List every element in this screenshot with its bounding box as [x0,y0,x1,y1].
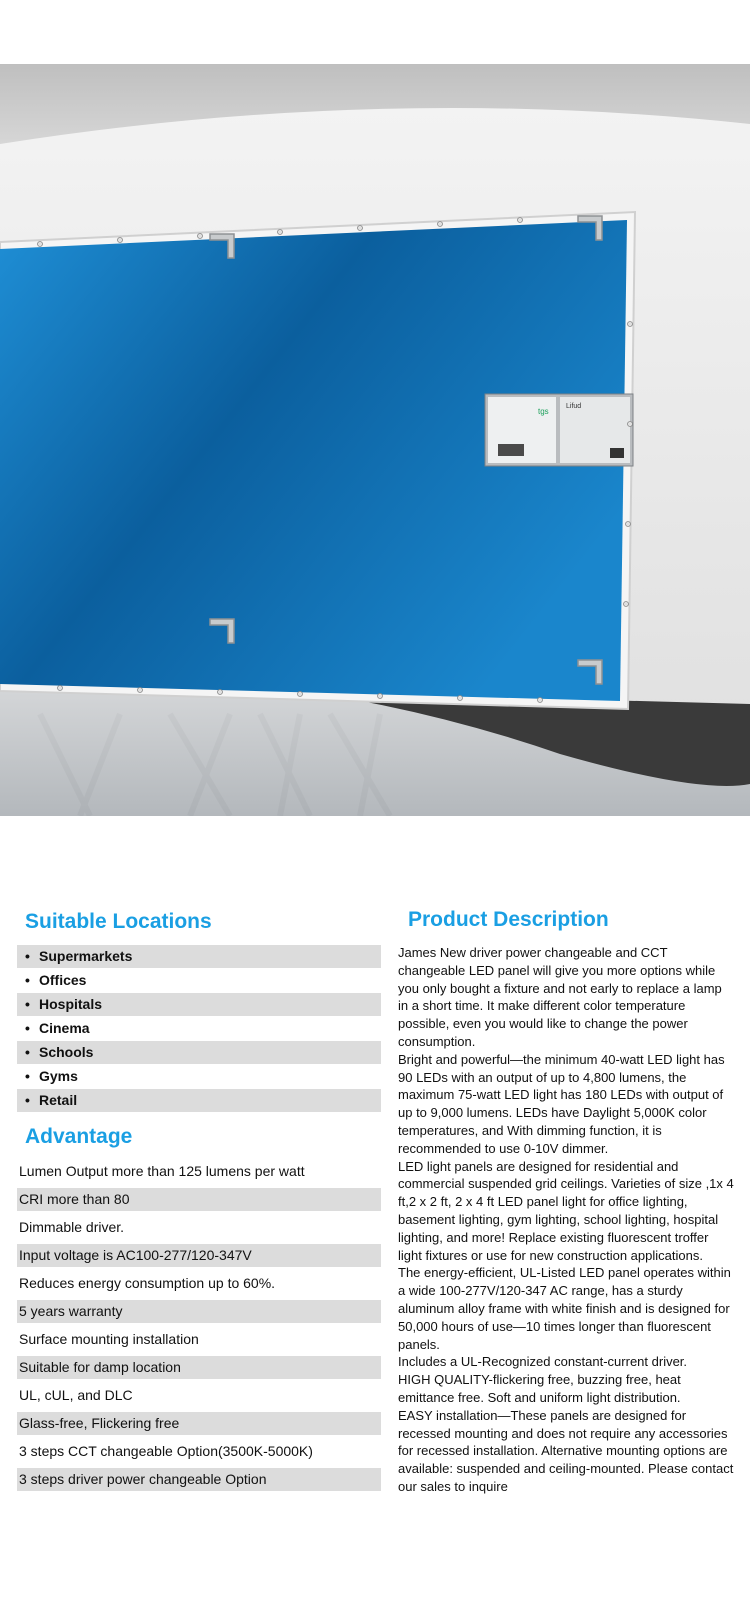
list-item: CRI more than 80 [17,1188,381,1211]
list-item: Lumen Output more than 125 lumens per watt [19,1163,305,1179]
locations-list [17,945,381,1113]
list-item: • Offices [25,972,87,988]
location-label: Schools [39,1044,94,1060]
location-label: Cinema [39,1020,90,1036]
locations-title: Suitable Locations [25,910,212,933]
list-item: • Cinema [25,1020,90,1036]
driver-logo-label: tgs [538,407,549,416]
list-item: Glass-free, Flickering free [17,1412,381,1435]
led-panel-illustration [0,64,750,816]
location-label: Gyms [39,1068,78,1084]
list-item: Suitable for damp location [17,1356,381,1379]
list-item: 5 years warranty [17,1300,381,1323]
driver-brand-label: Lifud [566,403,582,410]
location-label: Supermarkets [39,948,133,964]
product-description [398,944,734,1496]
advantage-list [17,1160,381,1496]
list-item: • Gyms [25,1068,78,1084]
list-item: • Hospitals [17,993,381,1016]
list-item: 3 steps CCT changeable Option(3500K-5000K) [19,1443,313,1459]
location-label: Retail [39,1092,78,1108]
description-title: Product Description [408,908,609,931]
location-label: Hospitals [39,996,103,1012]
description-paragraph: Bright and powerful—the minimum 40-watt LED light has 90 LEDs with an output of up to 4,800 lumens, the maximum 75-watt LED light has 180 LEDs with output of up to 9,000 lumens. LEDs have Daylight 5,000K color temperatures, and With dimming function, it is recommended to use 0-10V dimmer. [398,1051,725,1156]
description-paragraph: EASY installation—These panels are designed for recessed mounting and does not require any accessories for recessed installation. Alternative mounting options are available: suspended and ceiling-mounted. Please contact our sales to inquire [398,1407,734,1494]
list-item: Input voltage is AC100-277/120-347V [17,1244,381,1267]
description-paragraph: HIGH QUALITY-flickering free, buzzing free, heat emittance free. Soft and uniform light distribution. [398,1372,681,1405]
list-item: • Schools [17,1041,381,1064]
location-label: Offices [39,972,87,988]
list-item: Surface mounting installation [19,1331,199,1347]
list-item: Dimmable driver. [19,1219,125,1235]
description-paragraph: Includes a UL-Recognized constant-current driver. [398,1354,688,1370]
driver-box [485,394,633,466]
description-paragraph: The energy-efficient, UL-Listed LED panel operates within a wide 100-277V/120-347 AC range, has a sturdy aluminum alloy frame with white finish and is designed for 50,000 hours of use—10 times longer than fluorescent panels. [398,1265,731,1352]
product-photo [0,64,750,816]
description-paragraph: James New driver power changeable and CCT changeable LED panel will give you more options while you only bought a fixture and not early to replace a lamp in a short time. It make different color temperature possible, even you would like to change the power consumption. [398,945,722,1049]
description-paragraph: LED light panels are designed for residential and commercial suspended grid ceilings. Varieties of size ,1x 4 ft,2 x 2 ft, 2 x 4 ft LED panel light for office lighting, basement lighting, gym lighting, school lighting, hospital lighting, and more! Replace existing fluorescent troffer light fixtures or use for new construction applications. [398,1158,734,1263]
list-item: Reduces energy consumption up to 60%. [19,1275,276,1291]
list-item: UL, cUL, and DLC [19,1387,133,1403]
list-item: 3 steps driver power changeable Option [17,1468,381,1491]
advantage-title: Advantage [25,1125,133,1148]
list-item: • Supermarkets [17,945,381,968]
list-item: • Retail [17,1089,381,1112]
